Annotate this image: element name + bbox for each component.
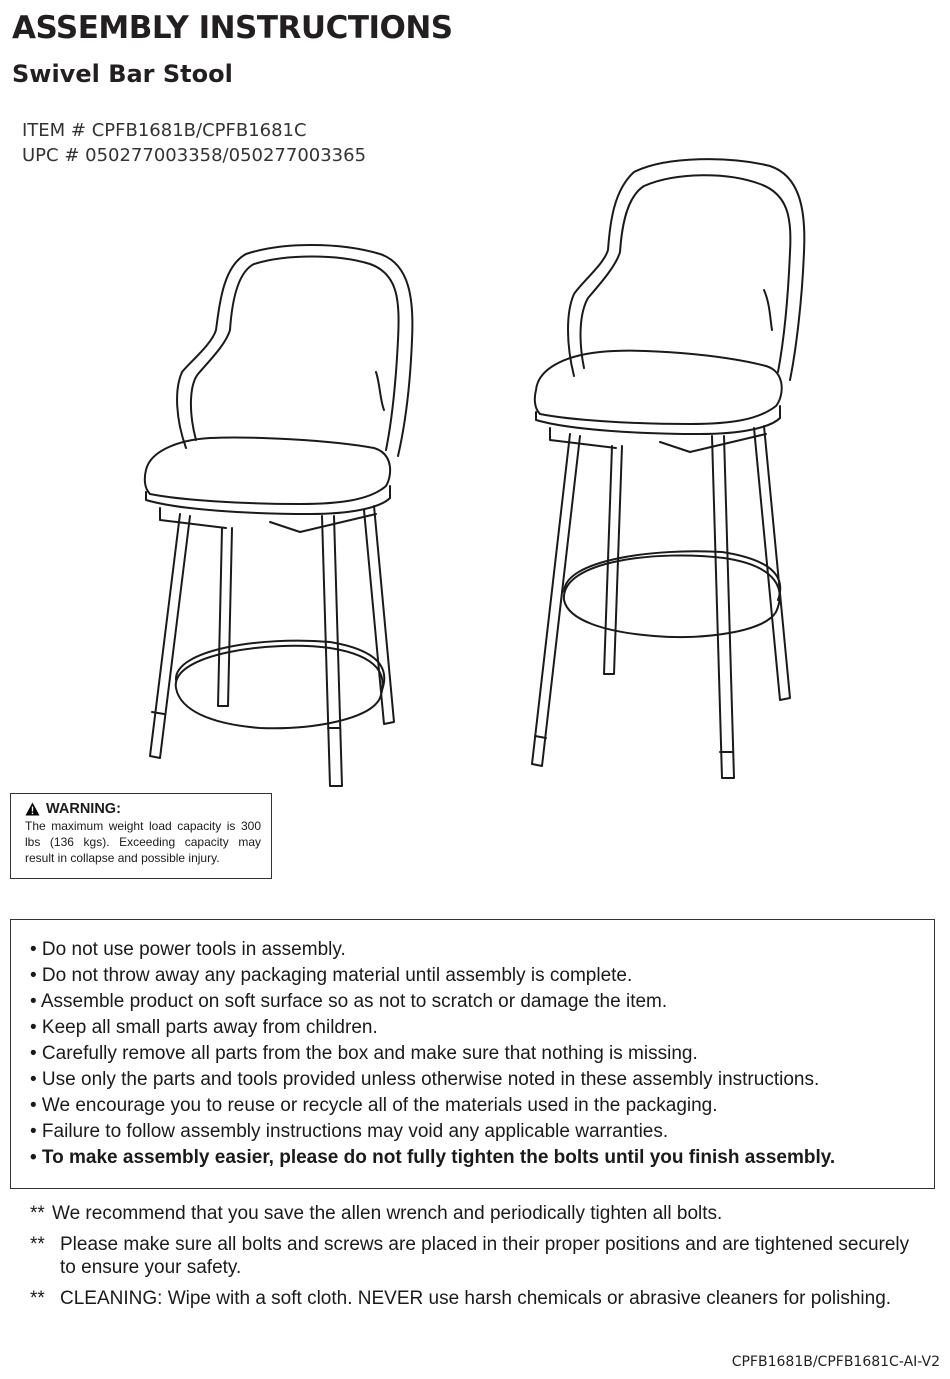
note-item	[30, 1233, 910, 1279]
warning-title: WARNING:	[46, 801, 121, 817]
warning-heading	[25, 801, 261, 817]
instructions-list	[30, 937, 934, 1171]
instructions-box	[10, 919, 935, 1189]
bar-stool-drawing	[532, 159, 804, 778]
instruction-item: • Use only the parts and tools provided unless otherwise noted in these assembly instructions.	[30, 1069, 820, 1090]
instruction-item: • Assemble product on soft surface so as not to scratch or damage the item.	[30, 991, 668, 1012]
note-marker: **	[30, 1234, 45, 1255]
instruction-item-emphasis: • To make assembly easier, please do not fully tighten the bolts until you finish assembly.	[30, 1147, 836, 1168]
instruction-item: • Carefully remove all parts from the box and make sure that nothing is missing.	[30, 1043, 698, 1064]
warning-triangle-icon	[25, 802, 40, 816]
instruction-item: • Do not use power tools in assembly.	[30, 939, 346, 960]
note-item	[30, 1287, 910, 1310]
item-number: ITEM # CPFB1681B/CPFB1681C	[22, 120, 307, 141]
bar-stool-illustration	[0, 150, 950, 800]
note-marker: **	[30, 1288, 45, 1309]
note-text: Please make sure all bolts and screws are placed in their proper positions and are tightened securely to ensure your safety.	[60, 1234, 910, 1278]
counter-stool-drawing	[145, 245, 413, 786]
document-code: CPFB1681B/CPFB1681C-AI-V2	[731, 1354, 940, 1370]
note-item	[30, 1202, 910, 1225]
warning-text: The maximum weight load capacity is 300 lbs (136 kgs). Exceeding capacity may result in collapse and possible injury.	[25, 819, 261, 865]
instruction-item: • Do not throw away any packaging material until assembly is complete.	[30, 965, 633, 986]
document-title: ASSEMBLY INSTRUCTIONS	[12, 10, 453, 46]
note-text: We recommend that you save the allen wrench and periodically tighten all bolts.	[52, 1203, 723, 1224]
note-marker: **	[30, 1203, 45, 1224]
notes-section	[30, 1202, 910, 1318]
instruction-item: • Failure to follow assembly instructions may void any applicable warranties.	[30, 1121, 669, 1142]
instruction-item: • Keep all small parts away from children.	[30, 1017, 378, 1038]
instruction-item: • We encourage you to reuse or recycle all of the materials used in the packaging.	[30, 1095, 718, 1116]
upc-number: UPC # 050277003358/050277003365	[22, 145, 367, 166]
warning-box	[10, 793, 272, 879]
note-text: CLEANING: Wipe with a soft cloth. NEVER use harsh chemicals or abrasive cleaners for polishing.	[60, 1288, 892, 1309]
document-subtitle: Swivel Bar Stool	[12, 60, 233, 88]
